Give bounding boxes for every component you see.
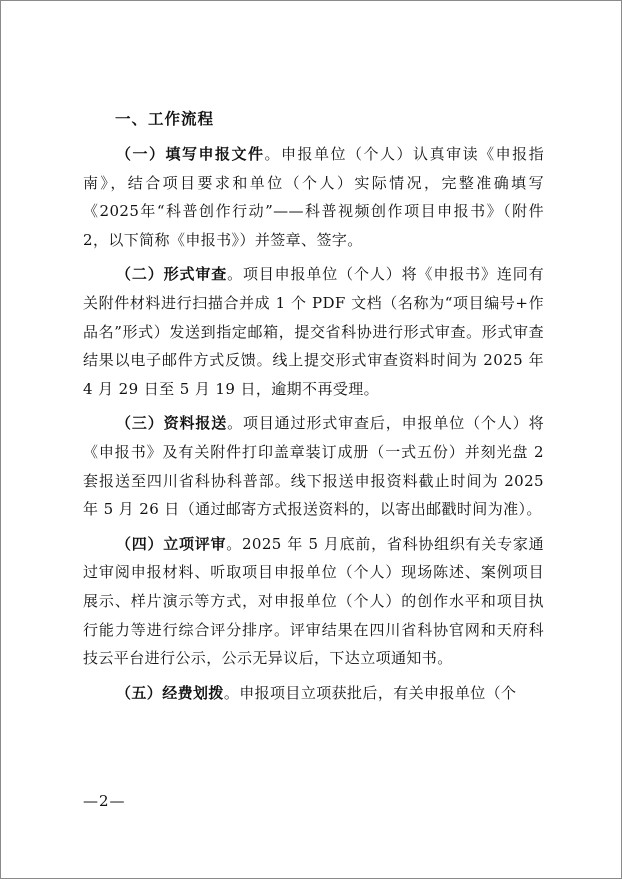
paragraph-text: 。申报项目立项获批后，有关申报单位（个 — [223, 683, 517, 702]
paragraph-text: 。项目通过形式审查后，申报单位（个人）将《申报书》及有关附件打印盖章装订成册（一式五份）并刻光盘 2 套报送至四川省科协科普部。线下报送申报资料截止时间为 2025 年 5 月 26 日（通过邮寄方式报送资料的，以寄出邮戳时间为准）。 — [83, 414, 544, 519]
paragraph-fill-in-application — [83, 140, 544, 254]
page-content — [83, 104, 544, 713]
section-heading: 一、工作流程 — [115, 110, 215, 128]
paragraph-text: 。2025 年 5 月底前，省科协组织有关专家通过审阅申报材料、听取项目申报单位（个人）现场陈述、案例项目展示、样片演示等方式，对申报单位（个人）的创作水平和项目执行能力等进行综合评分排序。评审结果在四川省科协官网和天府科技云平台进行公示，公示无异议后，下达立项通知书。 — [83, 534, 544, 668]
page-number: —2— — [83, 792, 126, 810]
paragraph-lead: （一）填写申报文件 — [116, 145, 265, 163]
paragraph-lead: （三）资料报送 — [116, 414, 228, 433]
paragraph-fund-allocation — [83, 679, 544, 708]
paragraph-lead: （五）经费划拨 — [116, 683, 224, 702]
paragraph-project-review — [83, 530, 544, 673]
paragraph-lead: （四）立项评审 — [116, 534, 227, 553]
paragraph-material-submission — [83, 409, 544, 523]
paragraph-formal-review — [83, 260, 544, 403]
paragraph-text: 。申报单位（个人）认真审读《申报指南》，结合项目要求和单位（个人）实际情况，完整准确填写《2025年“科普创作行动”——科普视频创作项目申报书》（附件 2，以下简称《申报书》）并签章、签字。 — [83, 145, 544, 249]
paragraph-lead: （二）形式审查 — [116, 265, 228, 284]
paragraph-text: 。项目申报单位（个人）将《申报书》连同有关附件材料进行扫描合并成 1 个 PDF 文档（名称为“项目编号+作品名”形式）发送到指定邮箱，提交省科协进行形式审查。形式审查结果以电子邮件方式反馈。线上提交形式审查资料时间为 2025 年 4 月 29 日至 5 月 19 日，逾期不再受理。 — [83, 265, 544, 398]
